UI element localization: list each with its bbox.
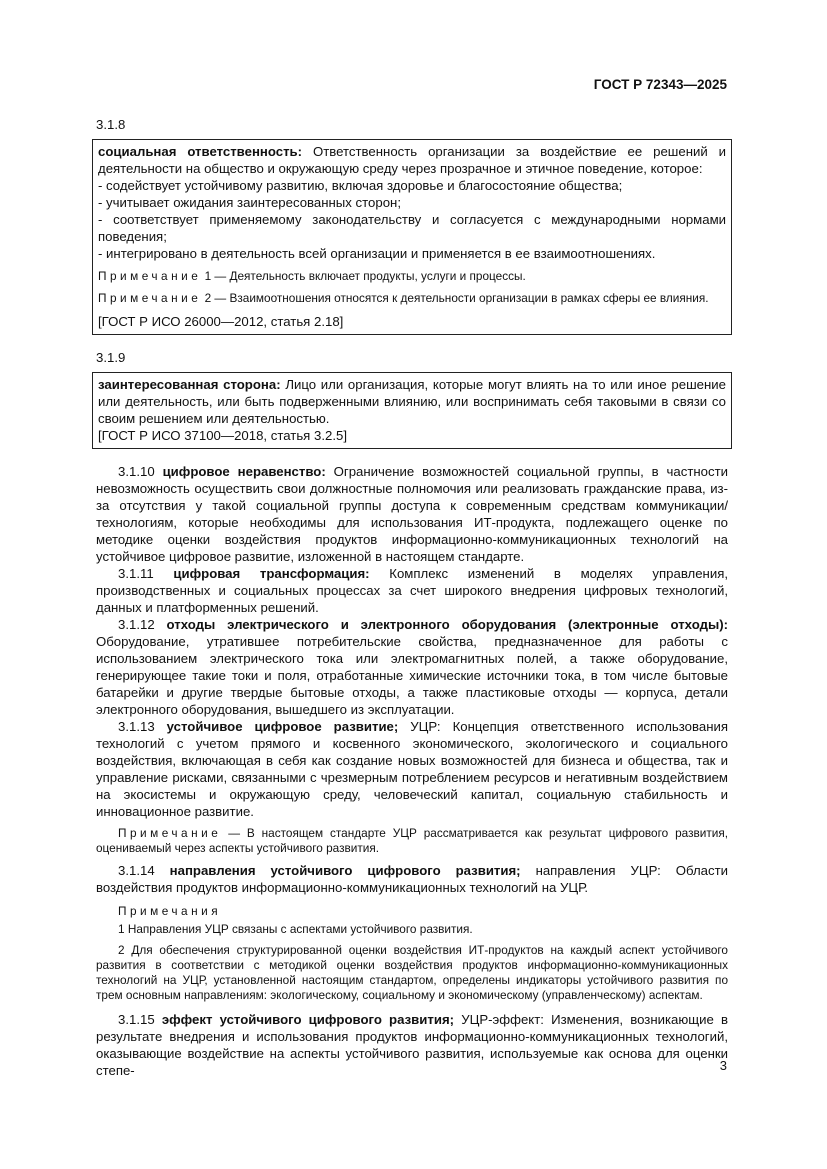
definition-text: Ответственность организации за воздействие ее решений и деятельности на общество и окружающую среду через прозрачное и этичное поведение, которое: [98, 144, 727, 176]
note-text: 1 — Деятельность включает продукты, услуги и процессы. [204, 269, 526, 283]
note-label: Примечание [118, 826, 222, 840]
term-paragraph [96, 862, 728, 896]
notes-label [96, 904, 728, 919]
note-text: — В настоящем стандарте УЦР рассматривается как результат цифрового развития, оцениваемый через аспекты устойчивого развития. [96, 826, 728, 855]
term-number: 3.1.13 [118, 719, 155, 734]
definition-text: направления УЦР: Области воздействия продуктов информационно-коммуникационных технологий на УЦР. [96, 863, 729, 895]
list-item: - интегрировано в деятельность всей организации и применяется в ее взаимоотношениях. [98, 246, 656, 261]
term-box-social-responsibility [92, 139, 732, 335]
term-number: 3.1.10 [118, 464, 155, 479]
note-item: 1 Направления УЦР связаны с аспектами устойчивого развития. [118, 922, 473, 936]
term-paragraph [96, 616, 728, 718]
definition-text: УЦР: Концепция ответственного использования технологий с учетом прямого и косвенного экономического, экологического и социального воздействия, включающая в себя как создание новых возможностей для бизнеса и общества, так и управление рисками, связанными с чрезмерным потреблением ресурсов и негативным воздействием на экосистемы и окружающую среду, человеческий капитал, социальную стабильность и инновационное развитие. [96, 719, 728, 819]
definition-text: Комплекс изменений в моделях управления, производственных и социальных процессах за счет широкого внедрения цифровых технологий, данных и платформенных решений. [96, 566, 728, 615]
term-paragraph [96, 1011, 728, 1079]
definition-text: УЦР-эффект: Изменения, возникающие в результате внедрения и использования продуктов информационно-коммуникационных технологий, оказывающие воздействие на аспекты устойчивого развития, используемые как основа для оценки степе- [96, 1012, 728, 1078]
definition-text: Оборудование, утратившее потребительские свойства, предназначенное для работы с использованием электрического тока или электромагнитных полей, а также оборудование, генерирующее такие токи и поля, отработанные химические источники тока, в том числе бытовые батарейки и другие твердые бытовые отходы, а также пластиковые отходы — корпуса, детали электронного оборудования, вышедшего из эксплуатации. [96, 634, 728, 717]
notes-heading: Примечания [118, 904, 222, 918]
document-body [96, 116, 728, 1079]
source-reference: [ГОСТ Р ИСО 37100—2018, статья 3.2.5] [98, 428, 347, 443]
note [98, 291, 726, 306]
list-item: - учитывает ожидания заинтересованных сторон; [98, 195, 401, 210]
term-paragraph [96, 463, 728, 565]
term-definition [98, 143, 726, 177]
source-reference: [ГОСТ Р ИСО 26000—2012, статья 2.18] [98, 314, 344, 329]
note-item: 2 Для обеспечения структурированной оценки воздействия ИТ-продуктов на каждый аспект устойчивого развития в соответствии с методикой оценки воздействия продуктов информационно-коммуникационных технологий на УЦР, установленной настоящим стандартом, определены индикаторы устойчивого развития по трем основным направлениям: экологическому, социальному и экономическому (управленческому) аспектам. [96, 943, 728, 1002]
term-number: 3.1.12 [118, 617, 155, 632]
page-number: 3 [719, 1058, 727, 1073]
term-paragraph [96, 718, 728, 820]
term-name: эффект устойчивого цифрового развития; [161, 1012, 455, 1027]
note [96, 826, 728, 856]
term-number: 3.1.11 [118, 566, 154, 581]
term-number: 3.1.14 [118, 863, 155, 878]
term-name: цифровая трансформация: [173, 566, 370, 581]
note [98, 269, 726, 284]
definition-text: Лицо или организация, которые могут влиять на то или иное решение или деятельность, или быть подверженными влиянию, или воспринимать себя таковыми в связи со своим решением или деятельностью. [98, 377, 726, 426]
term-number: 3.1.9 [96, 350, 126, 365]
term-name: направления устойчивого цифрового развития; [169, 863, 521, 878]
standard-designation: ГОСТ Р 72343—2025 [593, 77, 727, 92]
term-name: социальная ответственность: [98, 144, 303, 159]
list-item: - содействует устойчивому развитию, включая здоровье и благосостояние общества; [98, 178, 623, 193]
term-name: цифровое неравенство: [162, 464, 326, 479]
term-name: заинтересованная сторона: [98, 377, 281, 392]
list-item: - соответствует применяемому законодательству и согласуется с международными нормами поведения; [98, 212, 726, 244]
term-box-stakeholder [92, 372, 732, 449]
note-label: Примечание [98, 269, 202, 283]
term-paragraph [96, 565, 728, 616]
term-name: отходы электрического и электронного оборудования (электронные отходы): [166, 617, 728, 632]
note-label: Примечание [98, 291, 202, 305]
term-definition [98, 376, 726, 427]
note-text: 2 — Взаимоотношения относятся к деятельности организации в рамках сферы ее влияния. [204, 291, 709, 305]
term-number: 3.1.8 [96, 117, 126, 132]
term-number: 3.1.15 [118, 1012, 155, 1027]
definition-text: Ограничение возможностей социальной группы, в частности невозможность осуществить свои должностные полномочия или реализовать гражданские права, из-за отсутствия у такой социальной группы доступа к современным средствам коммуникации/технологиям, которые необходимы для использования ИТ-продукта, подлежащего оценке по методике оценки воздействия продуктов информационно-коммуникационных технологий на устойчивое цифровое развитие, изложенной в настоящем стандарте. [96, 464, 728, 564]
term-name: устойчивое цифровое развитие; [166, 719, 399, 734]
